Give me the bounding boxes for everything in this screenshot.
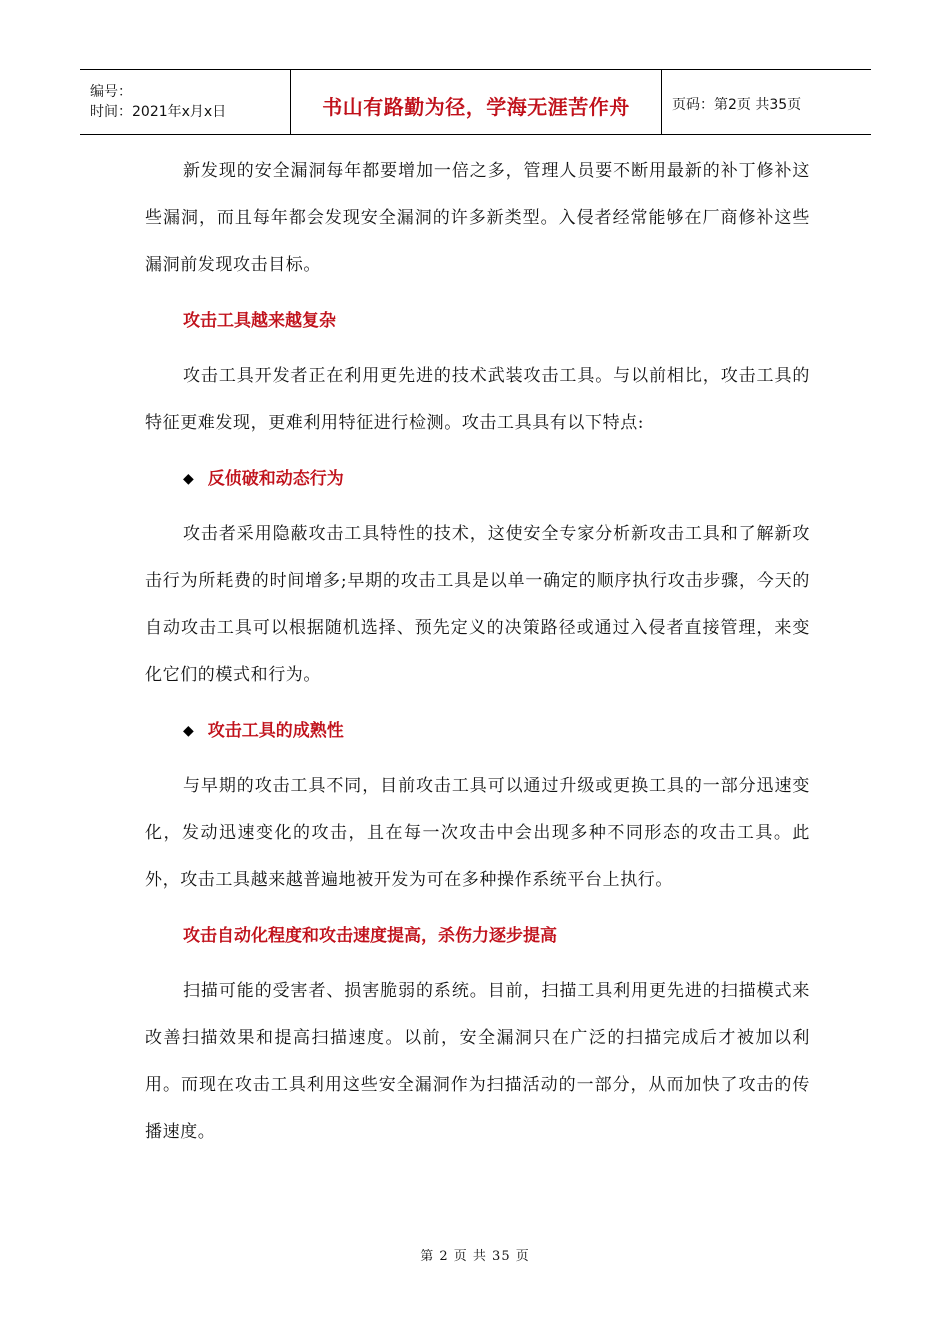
body-paragraph: 新发现的安全漏洞每年都要增加一倍之多，管理人员要不断用最新的补丁修补这些漏洞，而且每年都会发现安全漏洞的许多新类型。入侵者经常能够在厂商修补这些漏洞前发现攻击目标。 xyxy=(145,161,810,275)
bullet-heading xyxy=(145,699,810,763)
body-paragraph: 攻击工具开发者正在利用更先进的技术武装攻击工具。与以前相比，攻击工具的特征更难发现，更难利用特征进行检测。攻击工具具有以下特点: xyxy=(145,366,810,433)
bullet-heading-text: 反侦破和动态行为 xyxy=(207,469,344,489)
document-date: 时间：2021年x月x日 xyxy=(90,104,227,120)
page-footer: 第 2 页 共 35 页 xyxy=(420,1249,530,1264)
document-number-label: 编号： xyxy=(90,84,132,100)
diamond-bullet-icon: ◆ xyxy=(183,723,194,739)
bullet-heading-text: 攻击工具的成熟性 xyxy=(207,721,344,741)
header-motto: 书山有路勤为径，学海无涯苦作舟 xyxy=(291,70,662,135)
body-paragraph: 扫描可能的受害者、损害脆弱的系统。目前，扫描工具利用更先进的扫描模式来改善扫描效果和提高扫描速度。以前，安全漏洞只在广泛的扫描完成后才被加以利用。而现在攻击工具利用这些安全漏洞作为扫描活动的一部分，从而加快了攻击的传播速度。 xyxy=(145,981,810,1142)
document-body xyxy=(145,148,810,1156)
header-page-info: 页码：第2页 共35页 xyxy=(662,70,872,135)
body-paragraph: 与早期的攻击工具不同，目前攻击工具可以通过升级或更换工具的一部分迅速变化，发动迅速变化的攻击，且在每一次攻击中会出现多种不同形态的攻击工具。此外，攻击工具越来越普遍地被开发为可在多种操作系统平台上执行。 xyxy=(145,776,810,890)
section-heading: 攻击工具越来越复杂 xyxy=(183,311,336,331)
document-header xyxy=(80,69,871,135)
header-meta-cell xyxy=(80,70,291,135)
body-paragraph: 攻击者采用隐蔽攻击工具特性的技术，这使安全专家分析新攻击工具和了解新攻击行为所耗费的时间增多;早期的攻击工具是以单一确定的顺序执行攻击步骤，今天的自动攻击工具可以根据随机选择、预先定义的决策路径或通过入侵者直接管理，来变化它们的模式和行为。 xyxy=(145,524,810,685)
section-heading: 攻击自动化程度和攻击速度提高，杀伤力逐步提高 xyxy=(183,926,557,946)
bullet-heading xyxy=(145,447,810,511)
diamond-bullet-icon: ◆ xyxy=(183,471,194,487)
